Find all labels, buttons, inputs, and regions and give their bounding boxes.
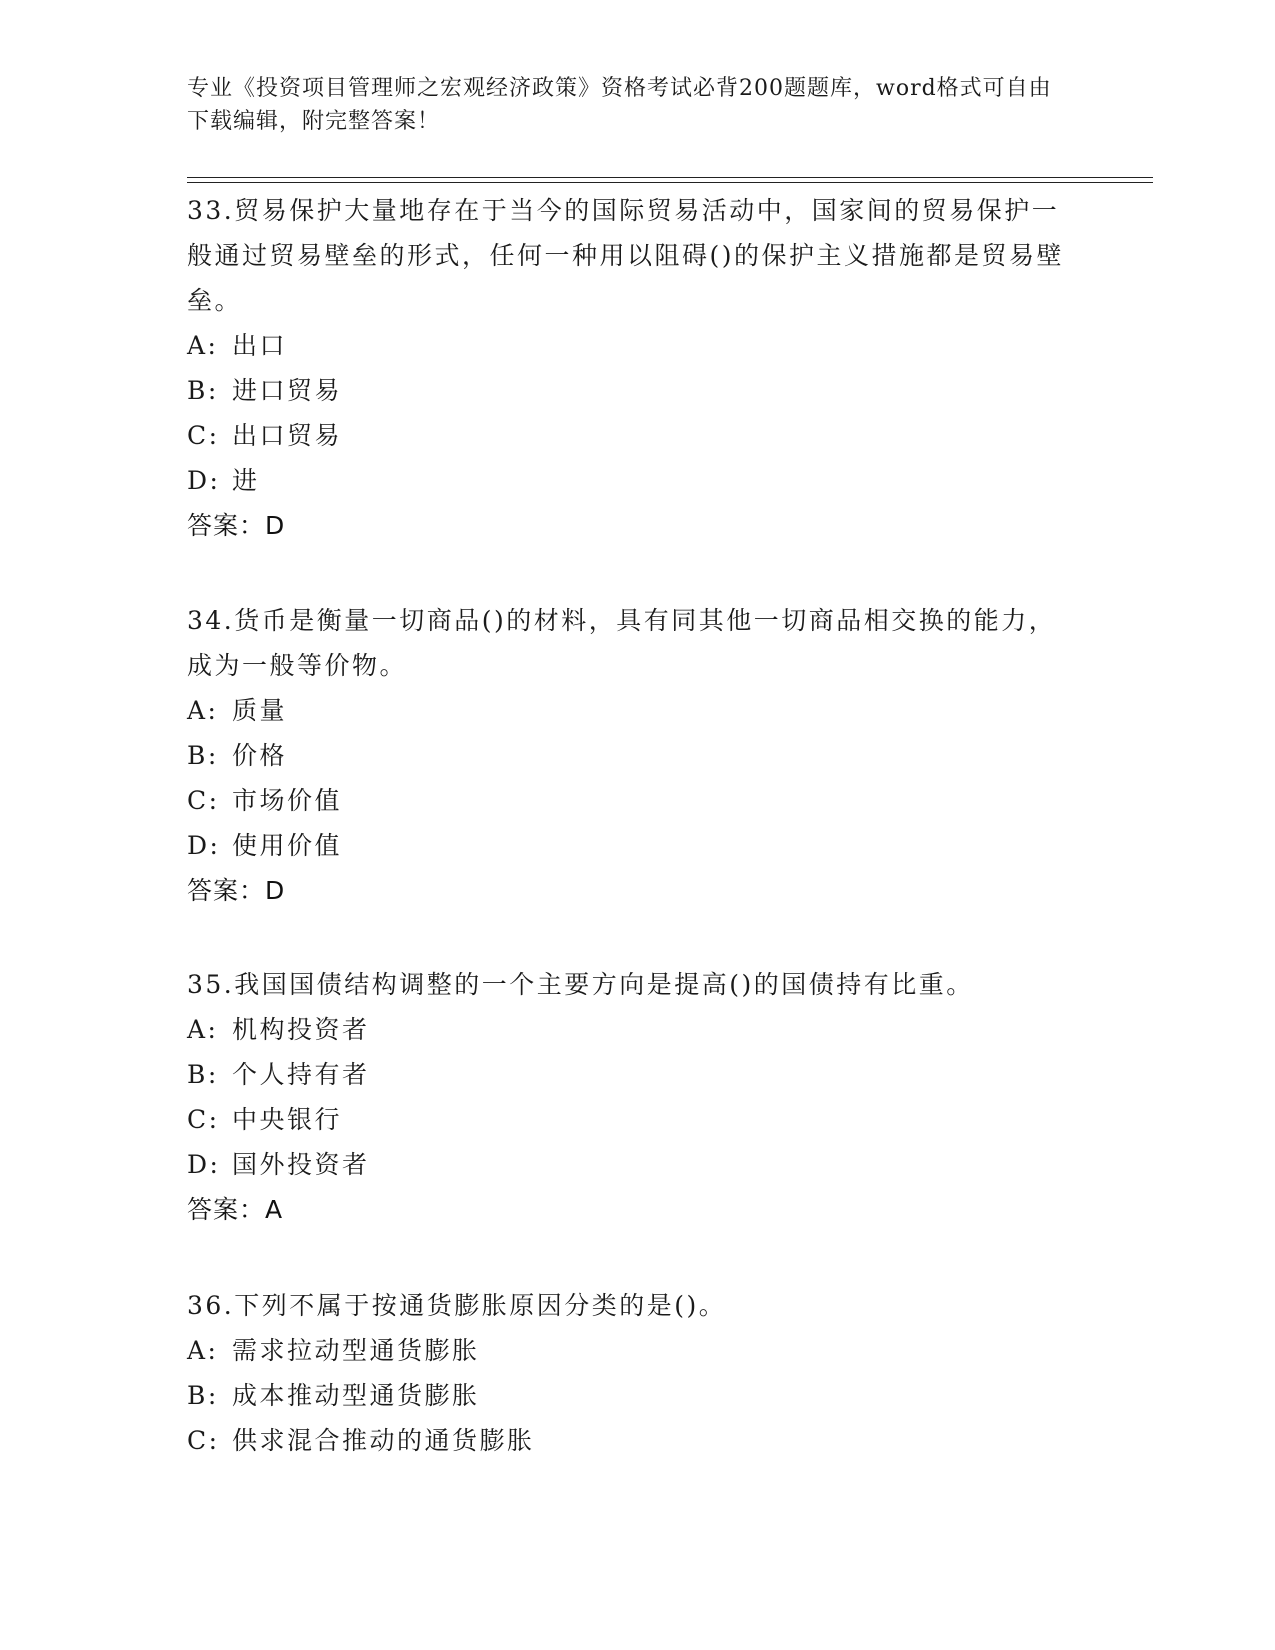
question-block <box>187 962 1077 1232</box>
option-text: 质量 <box>232 696 288 725</box>
document-header: 专业《投资项目管理师之宏观经济政策》资格考试必背200题题库，word格式可自由下载编辑，附完整答案！ <box>187 76 1052 134</box>
option-text: 供求混合推动的通货膨胀 <box>232 1426 535 1455</box>
option-letter: B: <box>187 1060 219 1089</box>
question-text: 33.贸易保护大量地存在于当今的国际贸易活动中，国家间的贸易保护一般通过贸易壁垒的形式，任何一种用以阻碍()的保护主义措施都是贸易壁垒。 <box>187 196 1065 315</box>
option-text: 国外投资者 <box>232 1150 370 1179</box>
option-letter: D: <box>187 466 221 495</box>
option-text: 中央银行 <box>232 1105 343 1134</box>
header-divider-top <box>187 177 1153 178</box>
option-a <box>187 323 1077 368</box>
question-text: 34.货币是衡量一切商品()的材料，具有同其他一切商品相交换的能力，成为一般等价物。 <box>187 606 1057 680</box>
option-d <box>187 458 1077 503</box>
answer-line: 答案：D <box>187 876 286 905</box>
question-block <box>187 1283 1077 1463</box>
option-a <box>187 1328 1077 1373</box>
option-a <box>187 1007 1077 1052</box>
option-text: 个人持有者 <box>232 1060 370 1089</box>
option-letter: B: <box>187 376 219 405</box>
option-d <box>187 1142 1077 1187</box>
option-c <box>187 413 1077 458</box>
option-letter: B: <box>187 741 219 770</box>
option-letter: D: <box>187 831 221 860</box>
option-b <box>187 1373 1077 1418</box>
option-d <box>187 823 1077 868</box>
option-text: 进 <box>232 466 260 495</box>
option-letter: A: <box>187 331 219 360</box>
option-letter: A: <box>187 696 219 725</box>
option-a <box>187 688 1077 733</box>
option-text: 市场价值 <box>232 786 343 815</box>
option-text: 成本推动型通货膨胀 <box>232 1381 480 1410</box>
option-b <box>187 1052 1077 1097</box>
option-b <box>187 733 1077 778</box>
option-text: 价格 <box>232 741 288 770</box>
option-text: 需求拉动型通货膨胀 <box>232 1336 480 1365</box>
option-b <box>187 368 1077 413</box>
option-text: 进口贸易 <box>232 376 343 405</box>
option-c <box>187 778 1077 823</box>
option-c <box>187 1097 1077 1142</box>
option-letter: C: <box>187 786 220 815</box>
question-text: 36.下列不属于按通货膨胀原因分类的是()。 <box>187 1291 727 1320</box>
option-text: 出口贸易 <box>232 421 343 450</box>
option-letter: A: <box>187 1336 219 1365</box>
option-text: 出口 <box>232 331 288 360</box>
question-block <box>187 188 1077 548</box>
answer-line: 答案：A <box>187 1195 284 1224</box>
option-letter: A: <box>187 1015 219 1044</box>
option-letter: B: <box>187 1381 219 1410</box>
question-block <box>187 598 1077 913</box>
option-text: 使用价值 <box>232 831 343 860</box>
question-text: 35.我国国债结构调整的一个主要方向是提高()的国债持有比重。 <box>187 970 974 999</box>
option-letter: C: <box>187 1105 220 1134</box>
option-letter: C: <box>187 421 220 450</box>
option-letter: C: <box>187 1426 220 1455</box>
option-c <box>187 1418 1077 1463</box>
answer-line: 答案：D <box>187 511 286 540</box>
option-text: 机构投资者 <box>232 1015 370 1044</box>
header-divider-bottom <box>187 182 1153 183</box>
option-letter: D: <box>187 1150 221 1179</box>
